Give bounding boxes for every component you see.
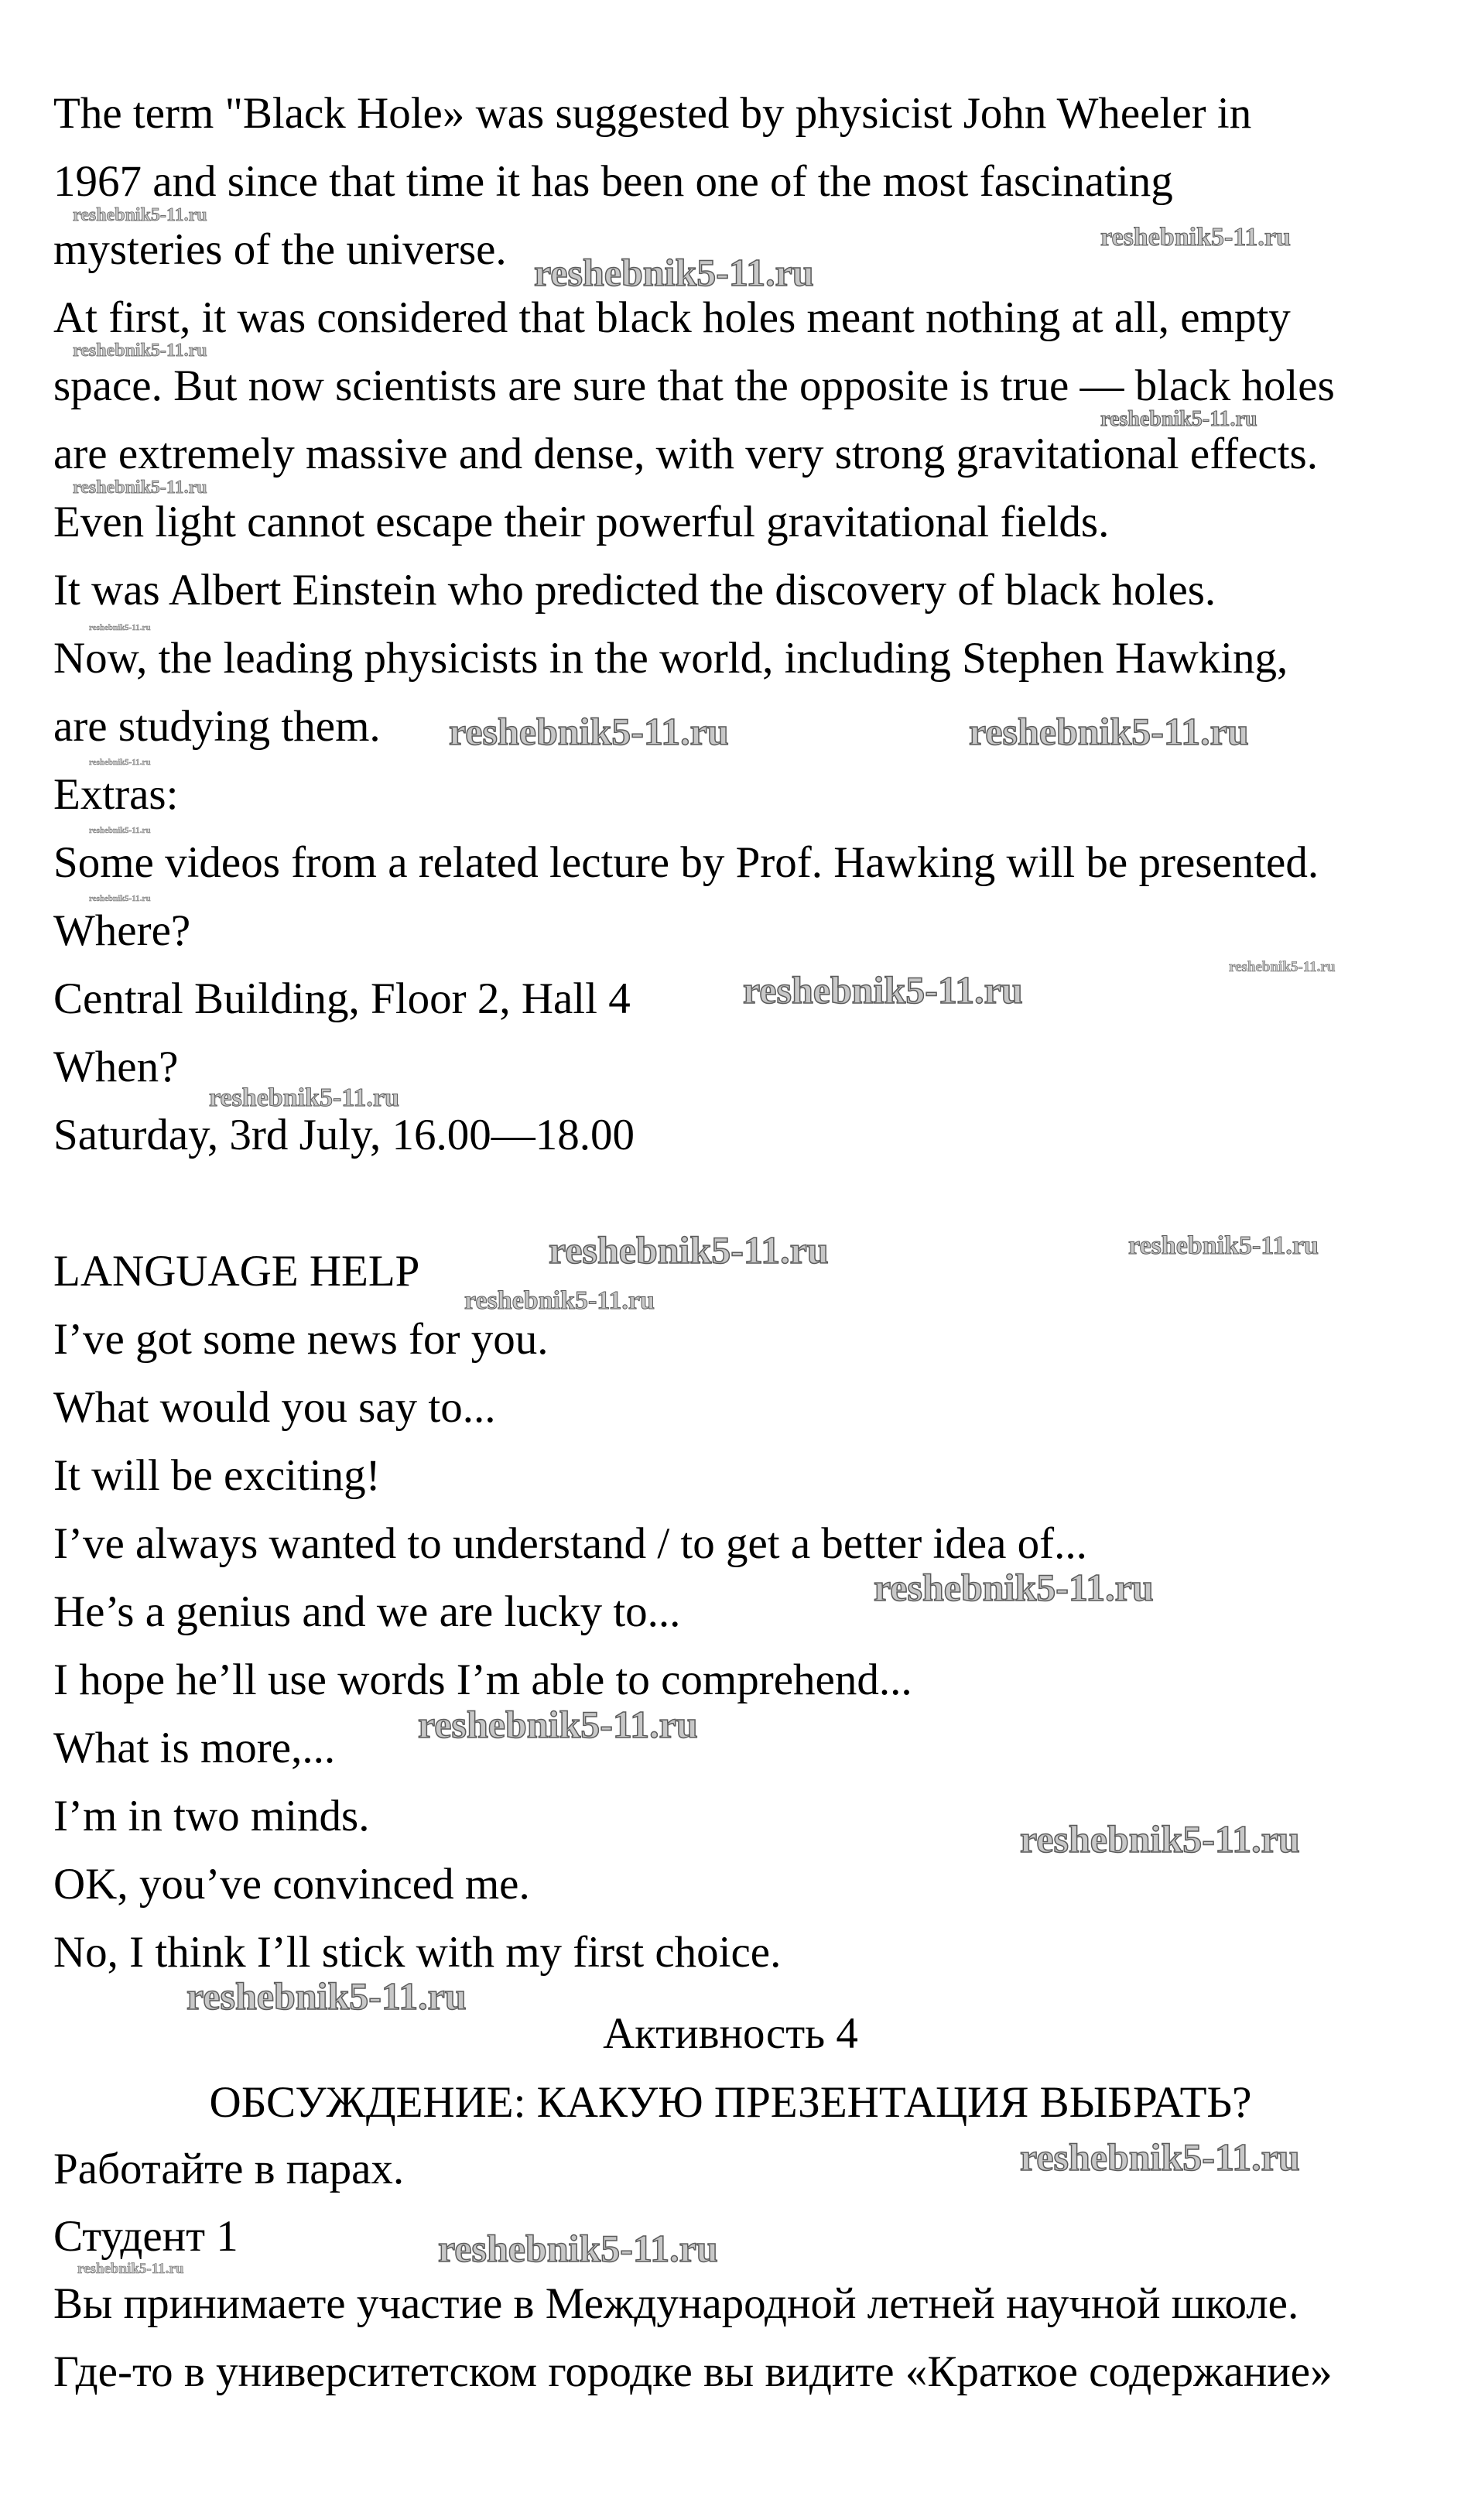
watermark: reshebnik5-11.ru <box>77 2261 184 2277</box>
watermark: reshebnik5-11.ru <box>1100 223 1291 252</box>
watermark: reshebnik5-11.ru <box>186 1974 467 2018</box>
watermark: reshebnik5-11.ru <box>438 2227 718 2270</box>
watermark: reshebnik5-11.ru <box>743 968 1023 1012</box>
phrase: I’m in two minds. <box>53 1792 370 1840</box>
activity-line: Работайте в парах. <box>53 2145 405 2193</box>
watermark: reshebnik5-11.ru <box>89 894 151 903</box>
text-line: The term "Black Hole» was suggested by physicist John Wheeler in <box>53 89 1252 138</box>
watermark: reshebnik5-11.ru <box>209 1084 399 1112</box>
watermark: reshebnik5-11.ru <box>449 710 729 753</box>
watermark: reshebnik5-11.ru <box>89 623 151 632</box>
activity-line: Студент 1 <box>53 2212 238 2261</box>
watermark: reshebnik5-11.ru <box>73 205 207 225</box>
watermark: reshebnik5-11.ru <box>874 1566 1154 1609</box>
watermark: reshebnik5-11.ru <box>73 478 207 498</box>
text-line: mysteries of the universe. <box>53 225 507 274</box>
activity-line: Вы принимаете участие в Международной летней научной школе. <box>53 2279 1299 2328</box>
watermark: reshebnik5-11.ru <box>534 251 814 294</box>
phrase: I hope he’ll use words I’m able to comprehend... <box>53 1655 912 1704</box>
text-line: Central Building, Floor 2, Hall 4 <box>53 974 631 1023</box>
text-line: It was Albert Einstein who predicted the discovery of black holes. <box>53 566 1216 615</box>
text-line: At first, it was considered that black holes meant nothing at all, empty <box>53 293 1291 342</box>
watermark: reshebnik5-11.ru <box>549 1228 829 1272</box>
watermark: reshebnik5-11.ru <box>1100 407 1257 431</box>
text-line: Where? <box>53 906 191 955</box>
watermark: reshebnik5-11.ru <box>1020 1817 1300 1861</box>
text-line: are extremely massive and dense, with very strong gravitational effects. <box>53 430 1318 478</box>
watermark: reshebnik5-11.ru <box>1128 1231 1319 1260</box>
phrase: What would you say to... <box>53 1383 496 1432</box>
text-line: Even light cannot escape their powerful gravitational fields. <box>53 498 1110 546</box>
watermark: reshebnik5-11.ru <box>464 1286 655 1315</box>
watermark: reshebnik5-11.ru <box>73 341 207 361</box>
watermark: reshebnik5-11.ru <box>969 710 1249 753</box>
text-line: space. But now scientists are sure that the opposite is true — black holes <box>53 361 1335 410</box>
watermark: reshebnik5-11.ru <box>1229 959 1336 975</box>
text-line: are studying them. <box>53 702 381 751</box>
watermark: reshebnik5-11.ru <box>418 1703 698 1746</box>
activity-title: ОБСУЖДЕНИЕ: КАКУЮ ПРЕЗЕНТАЦИЯ ВЫБРАТЬ? <box>209 2078 1252 2127</box>
phrase: I’ve got some news for you. <box>53 1315 549 1364</box>
text-line: When? <box>53 1043 179 1091</box>
text-line: Some videos from a related lecture by Prof. Hawking will be presented. <box>53 838 1319 887</box>
text-line: Now, the leading physicists in the world, including Stephen Hawking, <box>53 634 1288 683</box>
watermark: reshebnik5-11.ru <box>1020 2135 1300 2179</box>
text-line: Saturday, 3rd July, 16.00—18.00 <box>53 1111 635 1159</box>
phrase: He’s a genius and we are lucky to... <box>53 1587 681 1636</box>
language-help-title: LANGUAGE HELP <box>53 1247 420 1296</box>
activity-heading: Активность 4 <box>603 2009 858 2058</box>
phrase: What is more,... <box>53 1724 336 1772</box>
phrase: No, I think I’ll stick with my first choice. <box>53 1928 782 1977</box>
phrase: OK, you’ve convinced me. <box>53 1860 530 1909</box>
text-line: Extras: <box>53 770 179 819</box>
activity-line: Где-то в университетском городке вы видите «Краткое содержание» <box>53 2347 1333 2396</box>
text-line: 1967 and since that time it has been one of the most fascinating <box>53 157 1173 206</box>
watermark: reshebnik5-11.ru <box>89 758 151 767</box>
phrase: I’ve always wanted to understand / to get a better idea of... <box>53 1519 1087 1568</box>
phrase: It will be exciting! <box>53 1451 381 1500</box>
watermark: reshebnik5-11.ru <box>89 826 151 835</box>
